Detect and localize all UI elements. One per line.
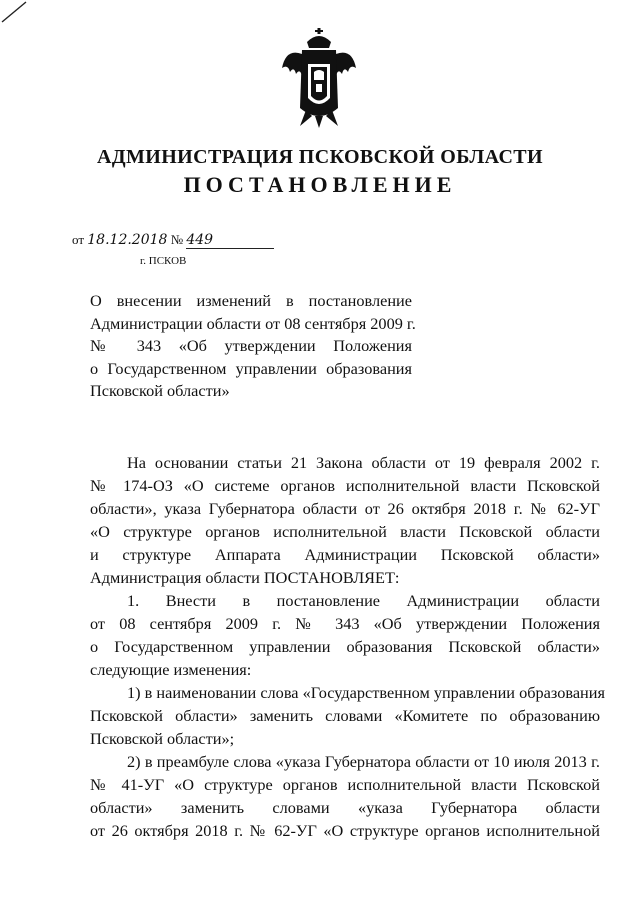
body-line: и структуре Аппарата Администрации Псковской области»: [90, 545, 600, 564]
body-line: области» заменить словами «указа Губернатора области: [90, 798, 600, 817]
body-line: На основании статьи 21 Закона области от 19 февраля 2002 г.: [127, 453, 600, 472]
organization-title: АДМИНИСТРАЦИЯ ПСКОВСКОЙ ОБЛАСТИ: [96, 146, 544, 168]
subject-line: о Государственном управлении образования: [90, 358, 412, 378]
body-line: Администрация области ПОСТАНОВЛЯЕТ:: [90, 568, 400, 587]
body-line: о Государственном управлении образования Псковской области»: [90, 637, 600, 656]
body-line: области», указа Губернатора области от 26 октября 2018 г. № 62-УГ: [90, 499, 600, 518]
number-prefix: №: [170, 232, 184, 247]
body-line: Псковской области»;: [90, 729, 235, 748]
body-line: № 41-УГ «О структуре органов исполнительной власти Псковской: [90, 775, 600, 794]
corner-pen-mark: [0, 0, 40, 40]
document-body: [90, 451, 605, 842]
body-line: от 26 октября 2018 г. № 62-УГ «О структуре органов исполнительной: [90, 821, 600, 840]
body-line: следующие изменения:: [90, 660, 252, 679]
subject-line: № 343 «Об утверждении Положения: [90, 336, 412, 355]
document-subject: [90, 290, 416, 403]
body-line: «О структуре органов исполнительной власти Псковской области: [90, 522, 600, 541]
body-line: № 174-ОЗ «О системе органов исполнительной власти Псковской: [90, 476, 600, 495]
city-label: г. ПСКОВ: [140, 255, 187, 267]
body-line: от 08 сентября 2009 г. № 343 «Об утверждении Положения: [90, 614, 600, 633]
subject-line: О внесении изменений в постановление: [90, 291, 412, 310]
body-line: 2) в преамбуле слова «указа Губернатора области от 10 июля 2013 г.: [127, 752, 600, 771]
document-number: 449: [186, 232, 214, 248]
date-prefix: от: [72, 232, 85, 247]
body-line: 1) в наименовании слова «Государственном управлении образования: [127, 683, 605, 702]
subject-line: Администрации области от 08 сентября 2009 г.: [90, 313, 416, 333]
document-date: 18.12.2018: [87, 232, 168, 248]
pskov-region-coat-of-arms-icon: [280, 28, 358, 128]
subject-line: Псковской области»: [90, 381, 230, 400]
document-type-title: ПОСТАНОВЛЕНИЕ: [183, 172, 457, 197]
date-number-line: [72, 232, 274, 249]
body-line: 1. Внести в постановление Администрации области: [127, 591, 600, 610]
body-line: Псковской области» заменить словами «Комитете по образованию: [90, 706, 600, 725]
